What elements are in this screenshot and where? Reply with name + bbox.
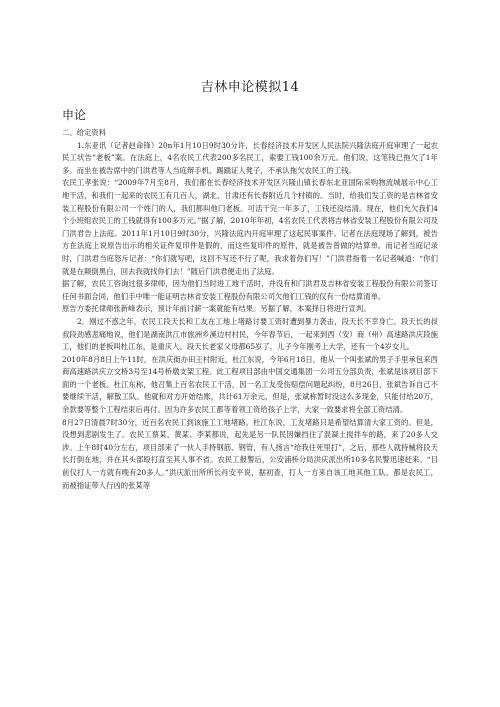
- paragraph: 原告方委托律师张新峰表示，预计年前讨薪一案就能有结果。另据了解，本案择日将进行宣判。: [62, 304, 371, 314]
- paragraph: 据了解，农民工咨询过很多律师，因为他们当时进工地干活时，并没有和门洪君及吉林省安装工程股份有限公司签订任何书面合同，他们手中唯一能证明吉林省安装工程股份有限公司欠他们工钱的仅有一份结算清单。: [62, 279, 438, 301]
- section-title: 申论: [62, 108, 87, 122]
- paragraph: 2．刚过不惑之年，农民工段天长和工友在工地上堵路讨要工资时遭到暴力袭击，段天长不幸身亡。段天长的叔叔段劲感悲痛地说，他们是湖南洪江市旅洲乡溪边村村民，今年春节后，一起来到西（安）商（州）高速路洪庆段施工，他们的老板叫杜江东，是重庆人。段天长老家父母都65岁了，儿子今年刚考上大学，还有一个4岁女儿。: [62, 316, 438, 352]
- document-body: [62, 127, 438, 492]
- paragraph: 1.东亚讯（记者赵命锋）20n年1月10日9时30分许，长春经济技术开发区人民法院兴隆法庭开庭审理了一起农民工状告“老板”案。在法庭上，4名农民工代表200多名民工，索要工钱100余万元。他们说，这笔钱已拖欠了1年多。而坐在被告席中的门洪君等人当庭辩手机、踢踹证人凳子，不承认拖欠农民工的工钱。: [62, 140, 438, 175]
- paragraph: 2010年8月8日上午11时，在洪庆街办田王村附近，杜江东说，今年6月18日，他从一个叫张斌的男子手里承包来西商高速路洪庆立交桥3号至14号桥墩支架工程。此工程项目部由中国交通集团一公司五分部负责，张斌是该项目部下面的一个老板。杜江东称，他召集上百名农民工干活，因一名工友受伤赔偿问题起纠纷，8月26日，张斌告诉自己不要继续干活，解散工队。他就和对方开始结账，共计61万余元，但是，张斌称暂时没这么多现金，只能付给20万，余款要等整个工程结束后再付。因为许多农民工都等着领工资给孩子上学，大家一致要求将全部工资结清。: [62, 354, 438, 415]
- document-title: 吉林申论模拟14: [200, 80, 300, 95]
- paragraph: 农民工孝张说：“2009年7月至8月，我们都在长春经济技术开发区兴隆山镇长春东北亚国际采购物流城展示中心工地干活，和我们一起来的农民工有几百人，湖北、甘肃还有长春附近几个村镇的。当时，给我们发工资的是吉林省安装工程股份有限公司一个姓门的人，我们都叫他门老板。可活干完一年多了，工钱还没结清。现在，他们允欠我们4个小班组农民工的工钱就得有100多万元。”据了解，2010年年初，4名农民工代表将吉林省安装工程股份有限公司及门洪君告上法庭。2011年1月10日9时30分，兴隆法庭内开庭审理了这起民事案件。记者在法庭现场了解到，被告方在法庭上说原告出示的相关证件复印件是假的，而这些复印件的原件，就是被告曾做的结算单。而记者当庭记录时，门洪君当庭怒斥记者：“你们就写吧，这回不写还不行了呢，我求着你们写！”门洪君指着一名记者喊道：“你们就是在颠倒黑白，回去我就找你们去！”随后门洪君便走出了法庭。: [62, 178, 438, 276]
- subsection-label: 二、给定资料: [62, 128, 107, 137]
- paragraph: 8月27日清晨7时30分，近百名农民工到该施工工地堵路。杜江东说，工友堵路只是希望结算清大家工资的。但是，没想到悲剧发生了。农民工蔡某、黄某、李某都说，起先是另一队民因嫌挡住了混凝土搅拌车的路，来了20多人交涉。上午8时40分左右，项目部来了一伙人手持钢筋、钢管，有人扬言“给我往死里打”，之后，那些人就持械将段天长打倒在地，并在其头部殴打直至其人事不省。农民工报警后，公安浦桥分局洪庆派出所10多名民警迅速赶来。“目前仅打人一方就有晚有20多人。”洪庆派出所所长肖安平说，据初查，打人一方来自该工地其他工队，都是农民工，而被指证带人行凶的张某等: [62, 417, 438, 490]
